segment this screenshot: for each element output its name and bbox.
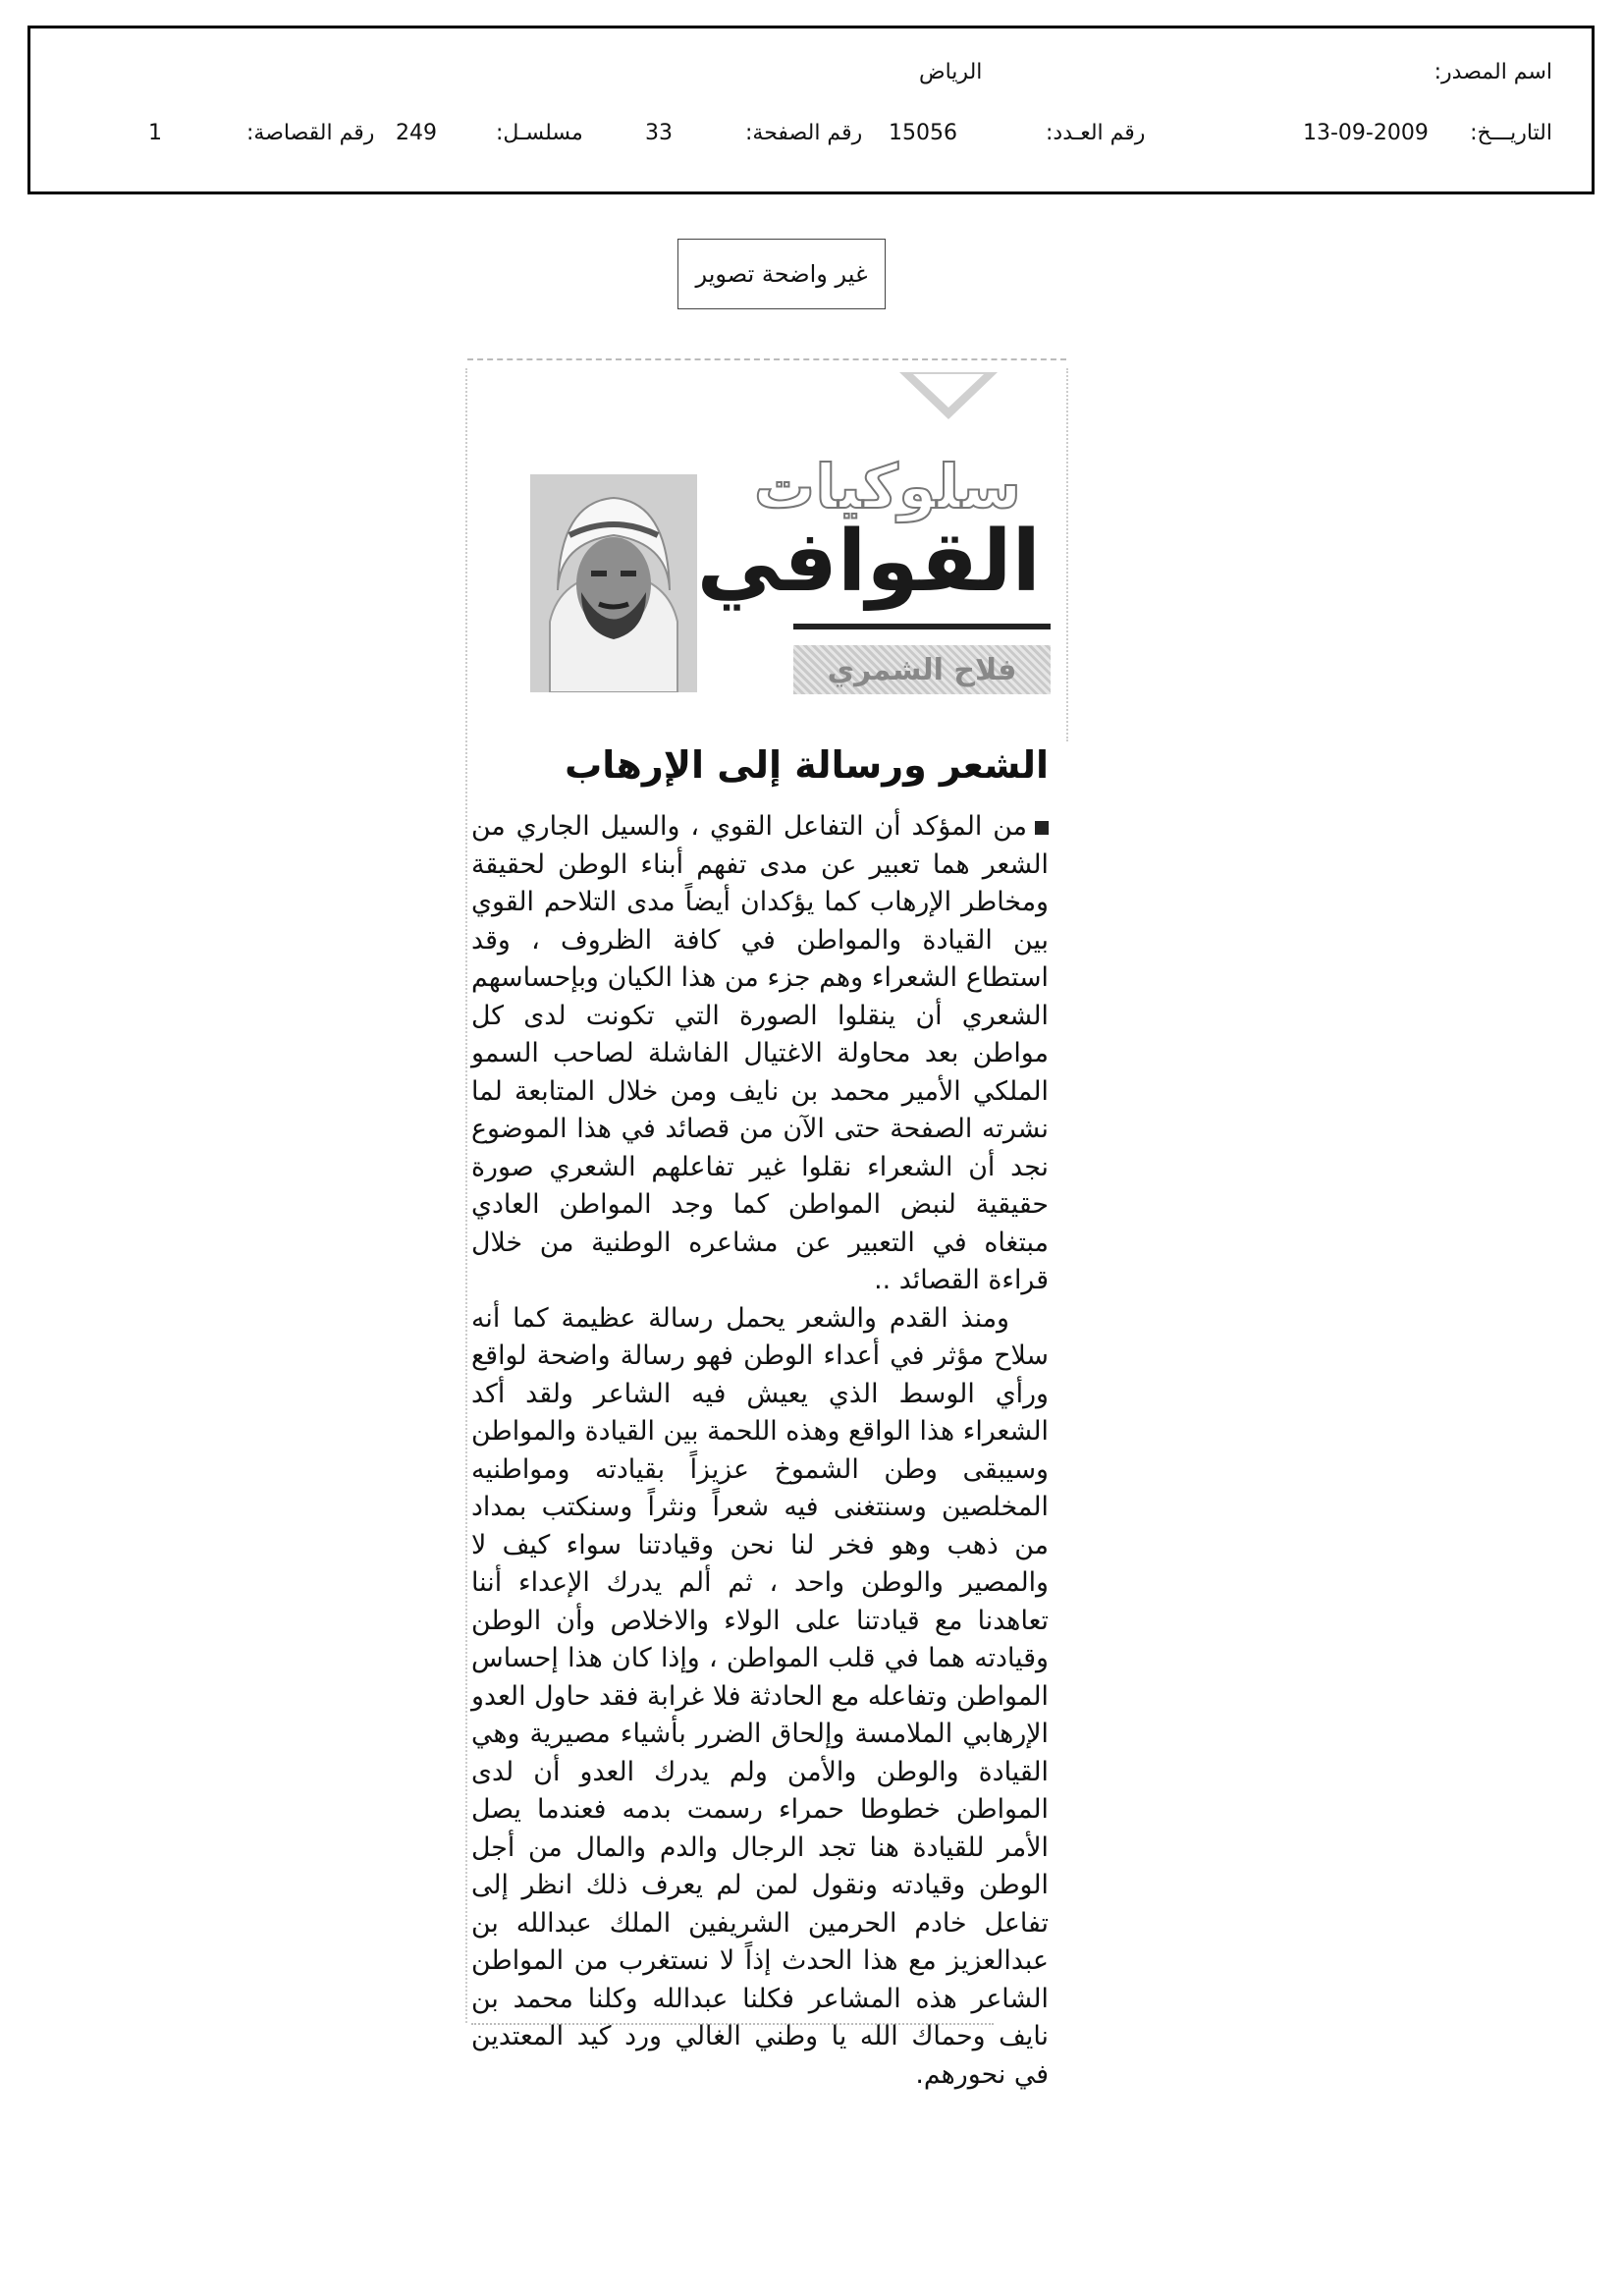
- clip-edge-left: [465, 368, 467, 2023]
- column-name-top: سلوكيات: [753, 451, 1021, 522]
- source-label: اسم المصدر:: [1434, 60, 1552, 84]
- square-bullet-icon: [1035, 821, 1049, 835]
- clip-edge-right: [1066, 368, 1068, 741]
- column-logo-bar: [793, 624, 1051, 629]
- paragraph-1-wrapper: [471, 808, 1049, 1300]
- date-value: 13-09-2009: [1303, 121, 1429, 145]
- triangle-marker-inner: [913, 374, 984, 408]
- page-label: رقم الصفحة:: [745, 121, 863, 145]
- author-portrait: [530, 474, 697, 692]
- author-band: [793, 645, 1051, 694]
- newspaper-clipping: [461, 358, 1072, 2090]
- header-box: [27, 26, 1595, 194]
- issue-label: رقم العـدد:: [1046, 121, 1146, 145]
- clip-edge-top: [467, 358, 1066, 360]
- source-value: الرياض: [919, 60, 983, 84]
- issue-value: 15056: [889, 121, 957, 145]
- serial-label: مسلسـل:: [496, 121, 583, 145]
- page-value: 33: [645, 121, 673, 145]
- column-logo: [696, 451, 1051, 692]
- clip-value: 1: [148, 121, 162, 145]
- clip-label: رقم القصاصة:: [246, 121, 375, 145]
- portrait-illustration: [530, 474, 697, 692]
- paragraph-2: ومنذ القدم والشعر يحمل رسالة عظيمة كما أنه سلاح مؤثر في أعداء الوطن فهو رسالة واضحة لواقع ورأي الوسط الذي يعيش فيه الشاعر ولقد أكد الشعراء هذا الواقع وهذه اللحمة بين القيادة والمواطن وسيبقى وطن الشموخ عزيزاً بقيادته ومواطنيه المخلصين وسنتغنى فيه شعراً ونثراً وسنكتب بمداد من ذهب وهو فخر لنا نحن وقيادتنا سواء كيف لا والمصير والوطن واحد ، ثم ألم يدرك الإعداء أننا تعاهدنا مع قيادتنا على الولاء والاخلاص وأن الوطن وقيادته هما في قلب المواطن ، وإذا كان هذا إحساس المواطن وتفاعله مع الحادثة فلا غرابة فقد حاول العدو الإرهابي الملامسة وإلحاق الضرر بأشياء مصيرية وهي القيادة والوطن والأمن ولم يدرك العدو أن لدى المواطن خطوطا حمراء رسمت بدمه فعندما يصل الأمر للقيادة هنا تجد الرجال والدم والمال من أجل الوطن وقيادته ونقول لمن لم يعرف ذلك انظر إلى تفاعل خادم الحرمين الشريفين الملك عبدالله بن عبدالعزيز مع هذا الحدث إذاً لا نستغرب من المواطن الشاعر هذه المشاعر فكلنا عبدالله وكلنا محمد بن نايف وحماك الله يا وطني الغالي ورد كيد المعتدين في نحورهم.: [471, 1302, 1049, 2090]
- author-name: فلاح الشمري: [827, 652, 1017, 687]
- article-body: [471, 808, 1049, 2094]
- paragraph-1: من المؤكد أن التفاعل القوي ، والسيل الجاري من الشعر هما تعبير عن مدى تفهم أبناء الوطن لحقيقة ومخاطر الإرهاب كما يؤكدان أيضاً مدى التلاحم القوي بين القيادة والمواطن في كافة الظروف ، وقد استطاع الشعراء وهم جزء من هذا الكيان وبإحساسهم الشعري أن ينقلوا الصورة التي تكونت لدى كل مواطن بعد محاولة الاغتيال الفاشلة لصاحب السمو الملكي الأمير محمد بن نايف ومن خلال المتابعة لما نشرته الصفحة حتى الآن من قصائد في هذا الموضوع نجد أن الشعراء نقلوا غير تفاعلهم الشعري صورة حقيقية لنبض المواطن كما وجد المواطن العادي مبتغاه في التعبير عن مشاعره الوطنية من خلال قراءة القصائد ..: [471, 811, 1049, 1295]
- serial-value: 249: [396, 121, 437, 145]
- date-label: التاريـــخ:: [1470, 121, 1552, 145]
- column-name-main: القوافي: [696, 513, 1041, 611]
- quality-note-box: [677, 239, 886, 309]
- article-headline: الشعر ورسالة إلى الإرهاب: [565, 743, 1049, 787]
- quality-note: غير واضحة تصوير: [695, 260, 868, 288]
